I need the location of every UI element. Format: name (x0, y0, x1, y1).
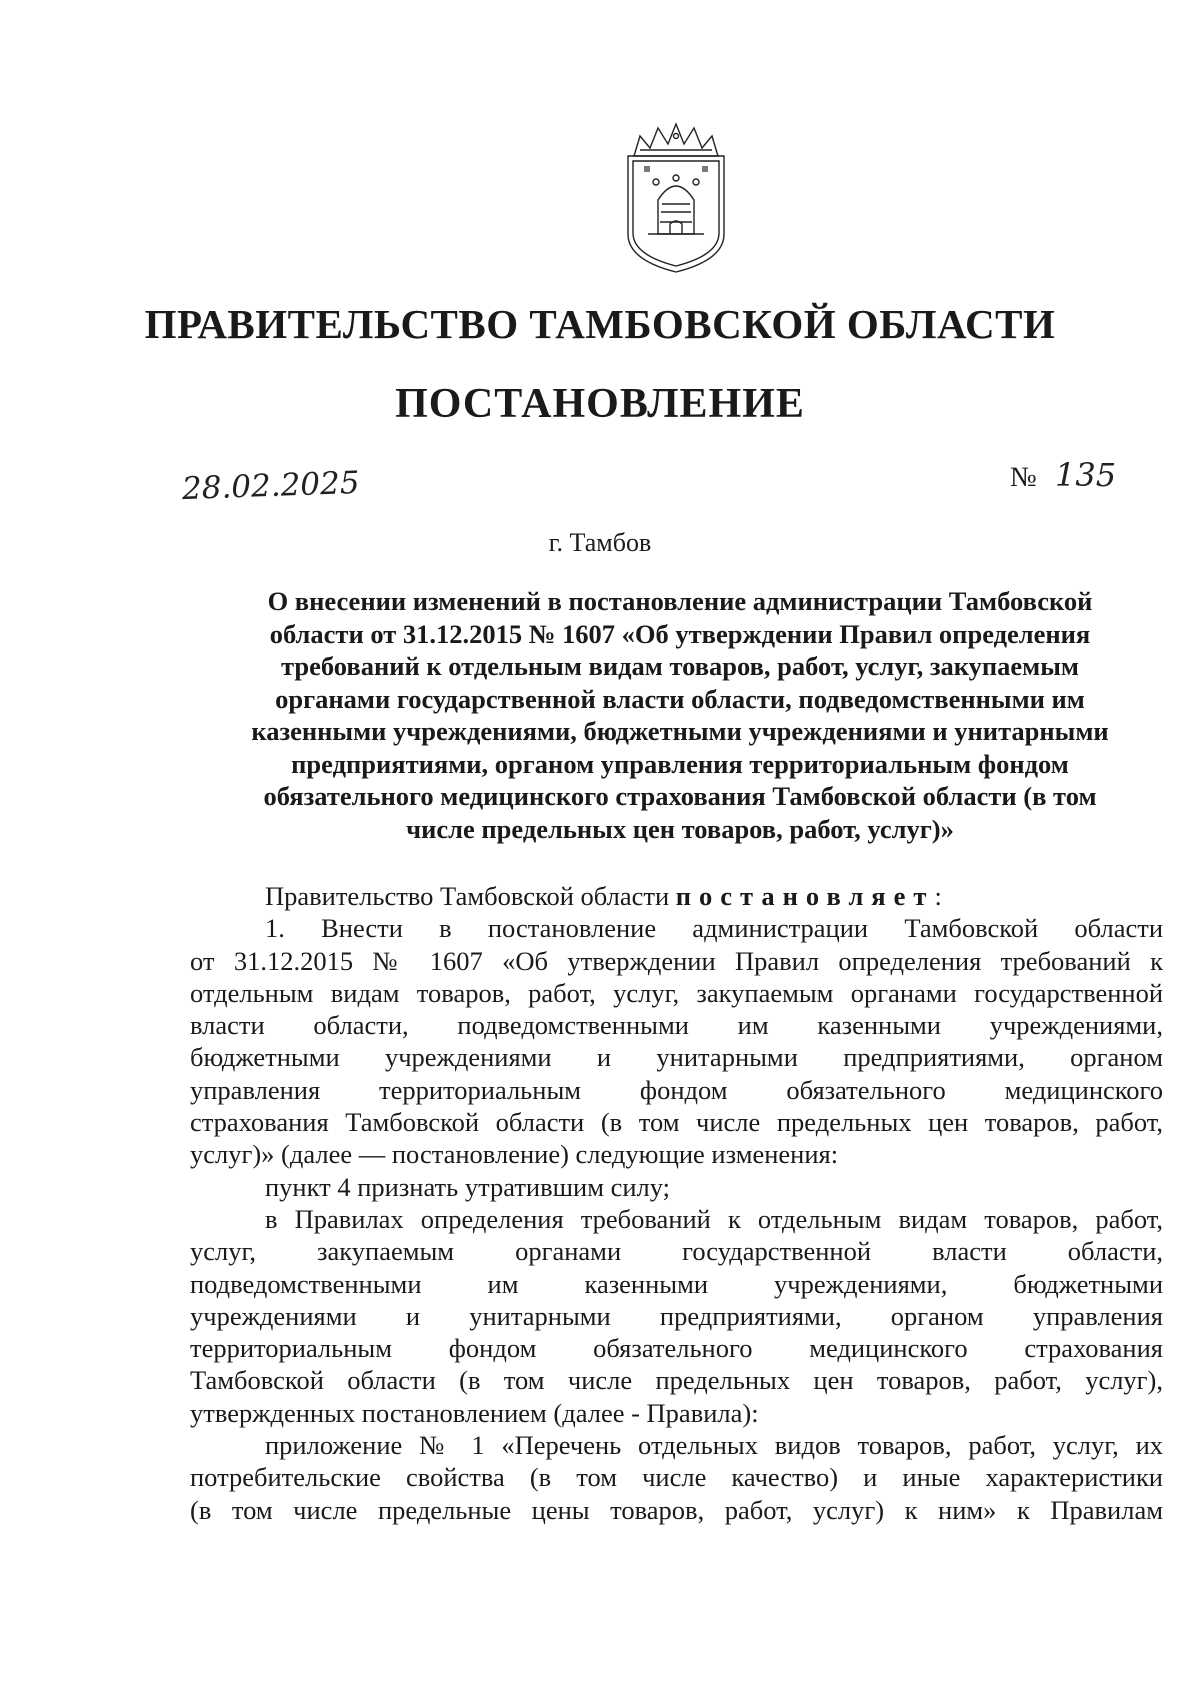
body-line: пункт 4 признать утратившим силу; (265, 1171, 671, 1202)
intro-keyword: постановляет (675, 881, 935, 911)
subject-heading (200, 585, 1160, 845)
body-line: подведомственными им казенными учреждениями, бюджетными (190, 1268, 1163, 1299)
government-title: ПРАВИТЕЛЬСТВО ТАМБОВСКОЙ ОБЛАСТИ (144, 301, 1056, 347)
handwritten-document-number: 135 (1055, 456, 1117, 494)
intro-suffix: : (934, 881, 942, 911)
intro-prefix: Правительство Тамбовской области (265, 881, 670, 911)
subject-line: области от 31.12.2015 № 1607 «Об утверждении Правил определения (269, 618, 1091, 649)
body-line: 1. Внести в постановление администрации Тамбовской области (265, 913, 1163, 944)
body-line: утвержденных постановлением (далее - Правила): (190, 1397, 759, 1428)
subject-line: предприятиями, органом управления территориальным фондом (291, 748, 1069, 779)
body-line: территориальным фондом обязательного медицинского страхования (190, 1333, 1163, 1364)
number-label: № (1010, 462, 1037, 493)
handwritten-date: 28.02.2025 (181, 464, 361, 508)
body-line: услуг, закупаемым органами государственной власти области, (190, 1236, 1163, 1267)
subject-line: обязательного медицинского страхования Тамбовской области (в том (263, 781, 1097, 811)
body-line: страхования Тамбовской области (в том числе предельных цен товаров, работ, (190, 1107, 1163, 1138)
body-line: потребительские свойства (в том числе качество) и иные характеристики (190, 1462, 1163, 1493)
body-line: учреждениями и унитарными предприятиями, органом управления (190, 1300, 1163, 1331)
body-line: приложение № 1 «Перечень отдельных видов товаров, работ, услуг, их (265, 1430, 1163, 1461)
body-line: в Правилах определения требований к отдельным видам товаров, работ, (265, 1203, 1163, 1234)
body-line: управления территориальным фондом обязательного медицинского (190, 1074, 1163, 1105)
body-line: отдельным видам товаров, работ, услуг, закупаемым органами государственной (190, 977, 1163, 1008)
subject-line: требований к отдельным видам товаров, работ, услуг, закупаемым (281, 651, 1079, 681)
document-body (190, 880, 1163, 1526)
city-line: г. Тамбов (548, 528, 652, 557)
body-line: услуг)» (далее — постановление) следующие изменения: (190, 1139, 839, 1170)
subject-line: числе предельных цен товаров, работ, услуг)» (406, 813, 954, 844)
coat-of-arms-icon (620, 122, 732, 274)
document-type-title: ПОСТАНОВЛЕНИЕ (395, 381, 805, 427)
body-line: (в том числе предельные цены товаров, работ, услуг) к ним» к Правилам (190, 1494, 1163, 1525)
body-line: Тамбовской области (в том числе предельных цен товаров, работ, услуг), (190, 1365, 1163, 1396)
intro-line (190, 880, 1163, 912)
body-line: от 31.12.2015 № 1607 «Об утверждении Правил определения требований к (190, 945, 1163, 976)
subject-line: казенными учреждениями, бюджетными учреждениями и унитарными (251, 716, 1109, 746)
subject-line: органами государственной власти области, подведомственными им (275, 683, 1085, 714)
body-line: власти области, подведомственными им казенными учреждениями, (190, 1010, 1163, 1041)
subject-line: О внесении изменений в постановление администрации Тамбовской (267, 586, 1093, 616)
body-line: бюджетными учреждениями и унитарными предприятиями, органом (190, 1042, 1163, 1073)
